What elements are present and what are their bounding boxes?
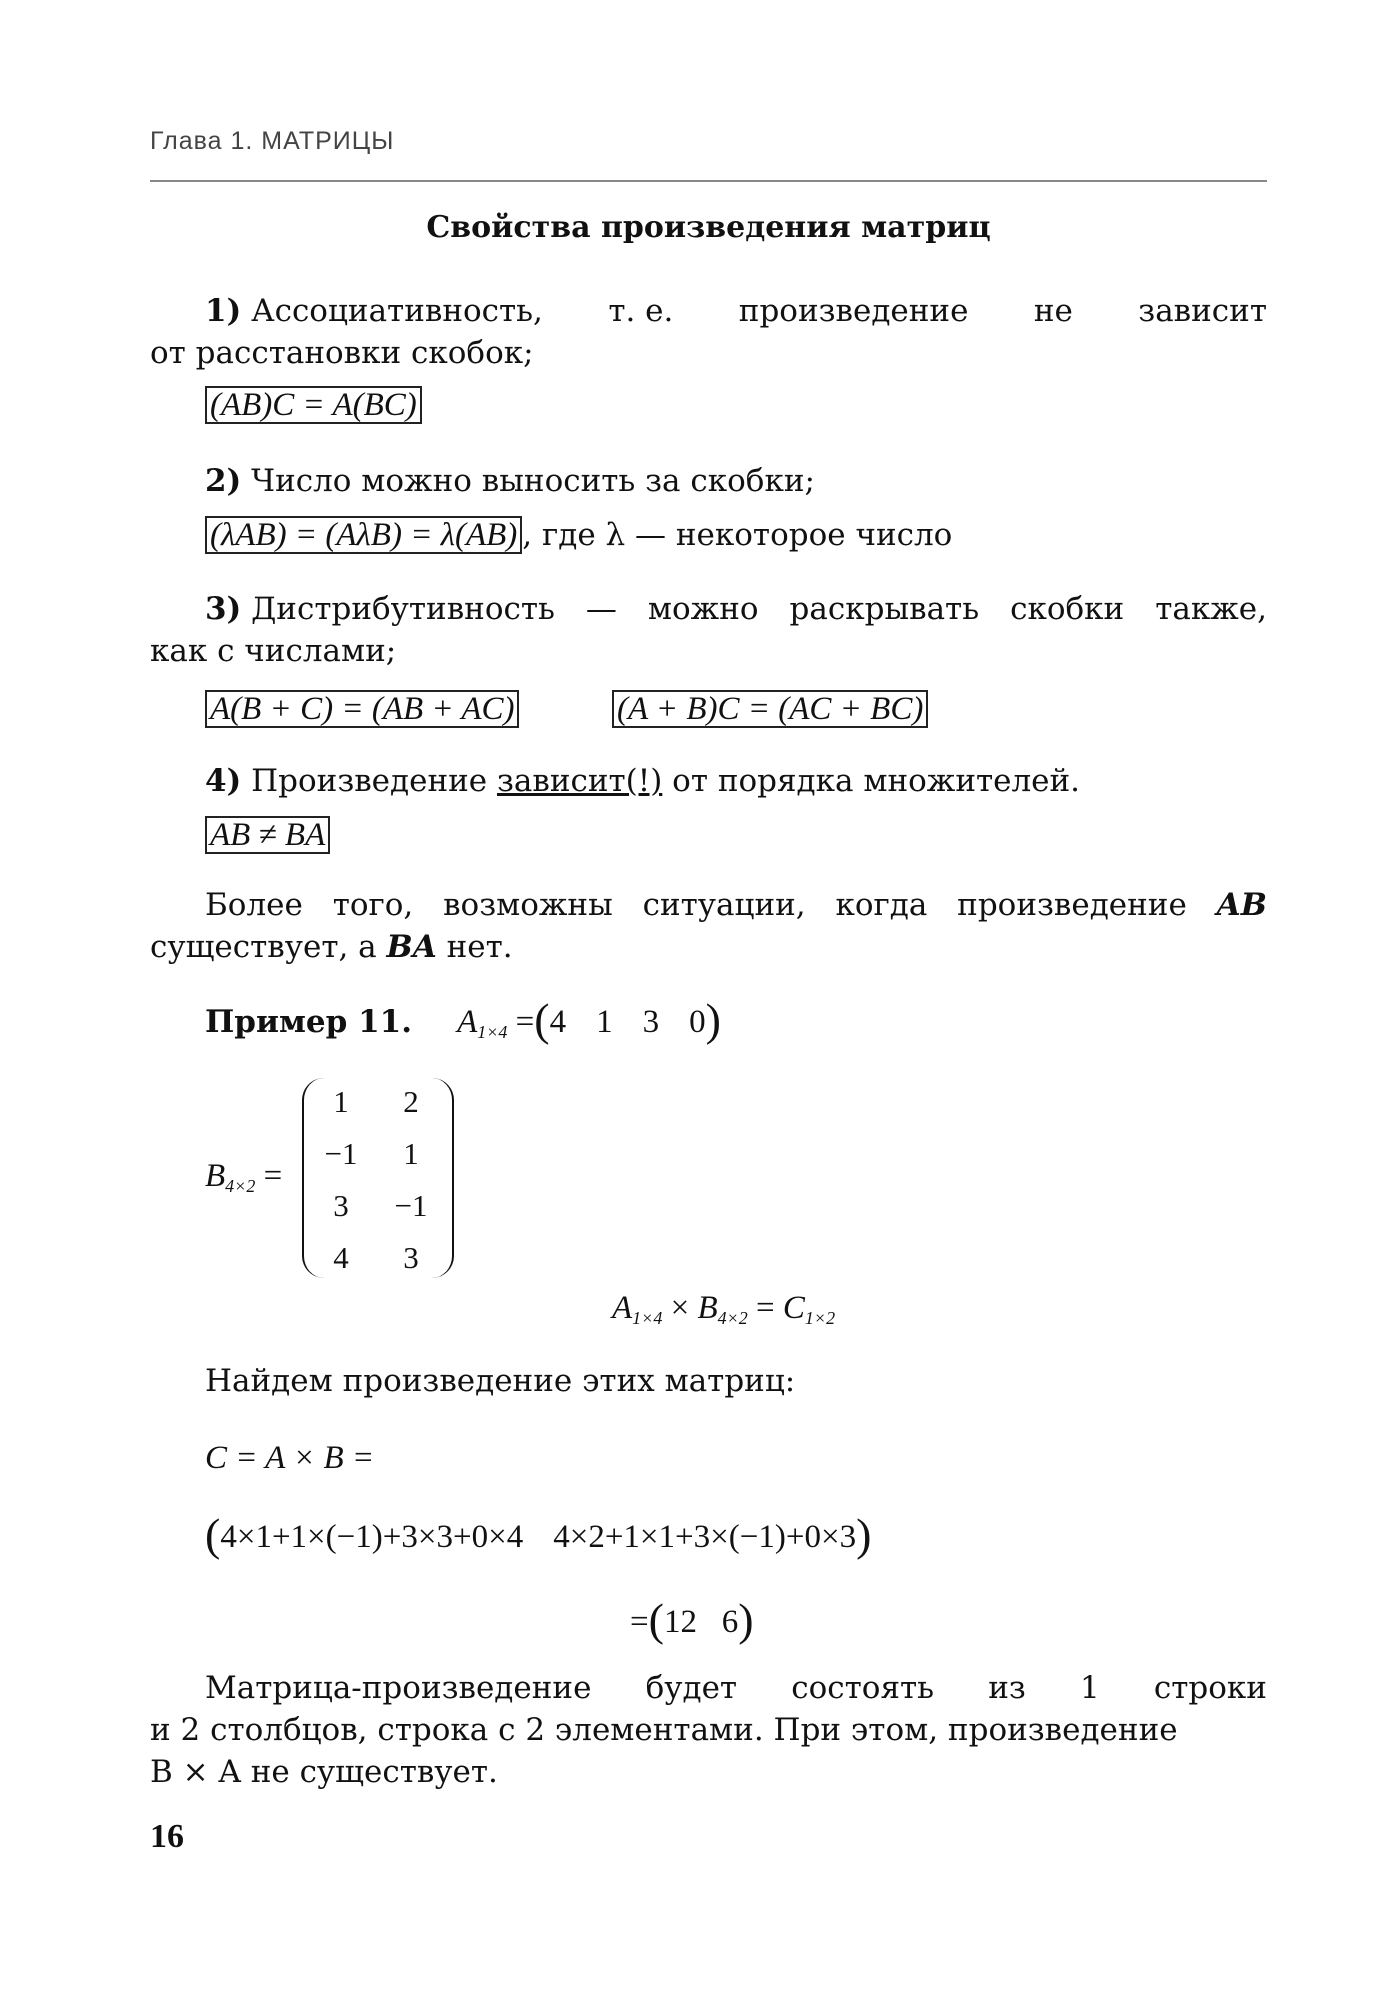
property-4-formula-wrap <box>205 816 330 854</box>
more-word: произведение <box>957 887 1187 923</box>
property-1-word: не <box>1033 293 1073 329</box>
property-3-formula-a: A(B + C) = (AB + AC) <box>205 690 519 728</box>
property-3-word: Дистрибутивность <box>251 591 555 627</box>
property-3-word: можно <box>647 591 759 627</box>
product-expr-1: 4×1+1×(−1)+3×3+0×4 <box>220 1519 524 1555</box>
property-4-text-after: от порядка множителей. <box>662 763 1081 799</box>
matrix-b-cell: −1 <box>394 1188 428 1223</box>
property-1-word: т. е. <box>608 293 674 329</box>
more-bold-ba: BA <box>386 929 437 965</box>
property-3-formula-b-wrap <box>612 690 928 728</box>
product-result-values: 12 6 <box>663 1604 739 1640</box>
matrix-b-cell: 4 <box>333 1240 349 1275</box>
property-3-word: — <box>585 591 617 627</box>
property-1-word: произведение <box>738 293 969 329</box>
matrix-a-value: 0 <box>689 1004 706 1040</box>
matrix-a-sub: 1×4 <box>477 1022 508 1042</box>
conclusion-word: строки <box>1153 1670 1267 1706</box>
dims-c-sub: 1×2 <box>804 1308 836 1328</box>
matrix-b-label: $B_{4\times 2}$ = <box>205 1158 283 1196</box>
c-equation: C = A × B = <box>205 1440 375 1476</box>
property-4-underlined: зависит(!) <box>496 763 663 799</box>
matrix-b-right-paren <box>430 1078 454 1278</box>
property-3-formula-b: (A + B)C = (AC + BC) <box>612 690 928 728</box>
matrix-b-cell: 1 <box>333 1084 349 1119</box>
dims-a: A <box>612 1290 633 1326</box>
property-1 <box>150 290 1267 374</box>
matrix-b-grid <box>306 1080 446 1280</box>
conclusion-paragraph <box>150 1667 1267 1793</box>
conclusion-word: 1 <box>1079 1670 1100 1706</box>
property-3 <box>150 588 1267 672</box>
more-bold-ab: AB <box>1216 887 1267 923</box>
matrix-b-sub: 4×2 <box>225 1176 256 1196</box>
property-2 <box>205 460 815 502</box>
property-3-word: также, <box>1155 591 1267 627</box>
dimensions-equation: $A_{1\times 4} \times B_{4\times 2} = C_{1\times 2}$ <box>612 1290 836 1328</box>
conclusion-line1 <box>150 1667 1267 1709</box>
property-1-word: зависит <box>1138 293 1267 329</box>
matrix-a-name: A <box>457 1004 478 1040</box>
matrix-b-name: B <box>205 1158 226 1194</box>
property-3-formula-a-wrap <box>205 690 519 728</box>
product-expression: (4×1+1×(−1)+3×3+0×4 4×2+1×1+3×(−1)+0×3) <box>205 1509 872 1560</box>
property-4-text-before: Произведение <box>251 763 497 799</box>
property-3-line2: как с числами; <box>150 633 397 669</box>
property-3-word: раскрывать <box>789 591 980 627</box>
dims-b: B <box>697 1290 718 1326</box>
conclusion-word: состоять <box>791 1670 935 1706</box>
property-1-formula: (AB)C = A(BC) <box>205 386 422 424</box>
more-word: того, <box>332 887 414 923</box>
matrix-b-cell: −1 <box>324 1136 358 1171</box>
property-2-formula: (λAB) = (AλB) = λ(AB) <box>205 516 522 554</box>
property-3-word: скобки <box>1010 591 1125 627</box>
conclusion-word: будет <box>645 1670 738 1706</box>
chapter-header: Глава 1. МАТРИЦЫ <box>150 127 395 155</box>
matrix-b-cell: 3 <box>403 1240 419 1275</box>
property-2-number: 2) <box>205 463 242 499</box>
matrix-a-value: 1 <box>596 1004 613 1040</box>
matrix-a-value: 3 <box>642 1004 660 1040</box>
more-word: возможны <box>443 887 613 923</box>
more-word: когда <box>835 887 928 923</box>
dims-b-sub: 4×2 <box>717 1308 748 1328</box>
property-1-word: Ассоциативность, <box>251 293 543 329</box>
conclusion-line2: и 2 столбцов, строка с 2 элементами. При этом, произведение <box>150 1712 1178 1748</box>
property-2-note: , где λ — некоторое число <box>522 517 953 553</box>
matrix-b-cell: 2 <box>403 1084 419 1119</box>
product-result: =(12 6) <box>630 1594 754 1645</box>
product-expr-2: 4×2+1×1+3×(−1)+0×3 <box>553 1519 857 1555</box>
matrix-a-value: 4 <box>549 1004 567 1040</box>
property-1-formula-wrap <box>205 386 422 424</box>
more-word: Более <box>205 887 303 923</box>
section-title: Свойства произведения матриц <box>426 210 991 245</box>
conclusion-word: Матрица-произведение <box>205 1670 592 1706</box>
example-label: Пример 11. <box>205 1004 412 1040</box>
more-line2-a: существует, а <box>150 929 387 965</box>
property-3-line1 <box>150 588 1267 630</box>
matrix-b-cell: 1 <box>403 1136 419 1171</box>
dims-a-sub: 1×4 <box>632 1308 663 1328</box>
header-rule <box>150 180 1267 182</box>
more-paragraph <box>150 884 1267 968</box>
matrix-b-cell: 3 <box>333 1188 349 1223</box>
matrix-a: $A_{1\times 4} =(4$ 1 3 0) <box>457 994 721 1045</box>
more-line2-b: нет. <box>436 929 513 965</box>
find-text: Найдем произведение этих матриц: <box>205 1363 796 1399</box>
more-word: ситуации, <box>642 887 806 923</box>
property-4-number: 4) <box>205 763 242 799</box>
property-2-text: Число можно выносить за скобки; <box>251 463 815 499</box>
property-1-line2: от расстановки скобок; <box>150 335 534 371</box>
property-4-formula: AB ≠ BA <box>205 816 330 854</box>
conclusion-word: из <box>988 1670 1026 1706</box>
conclusion-line3: B × A не существует. <box>150 1754 498 1790</box>
property-1-line1 <box>150 290 1267 332</box>
page-number: 16 <box>150 1818 184 1855</box>
more-line1 <box>150 884 1267 926</box>
property-1-number: 1) <box>205 293 242 329</box>
property-2-formula-line <box>205 514 952 556</box>
more-line2 <box>150 926 1267 968</box>
example-header <box>205 990 721 1043</box>
dims-c: C <box>782 1290 805 1326</box>
property-4 <box>205 760 1080 802</box>
property-3-number: 3) <box>205 591 242 627</box>
